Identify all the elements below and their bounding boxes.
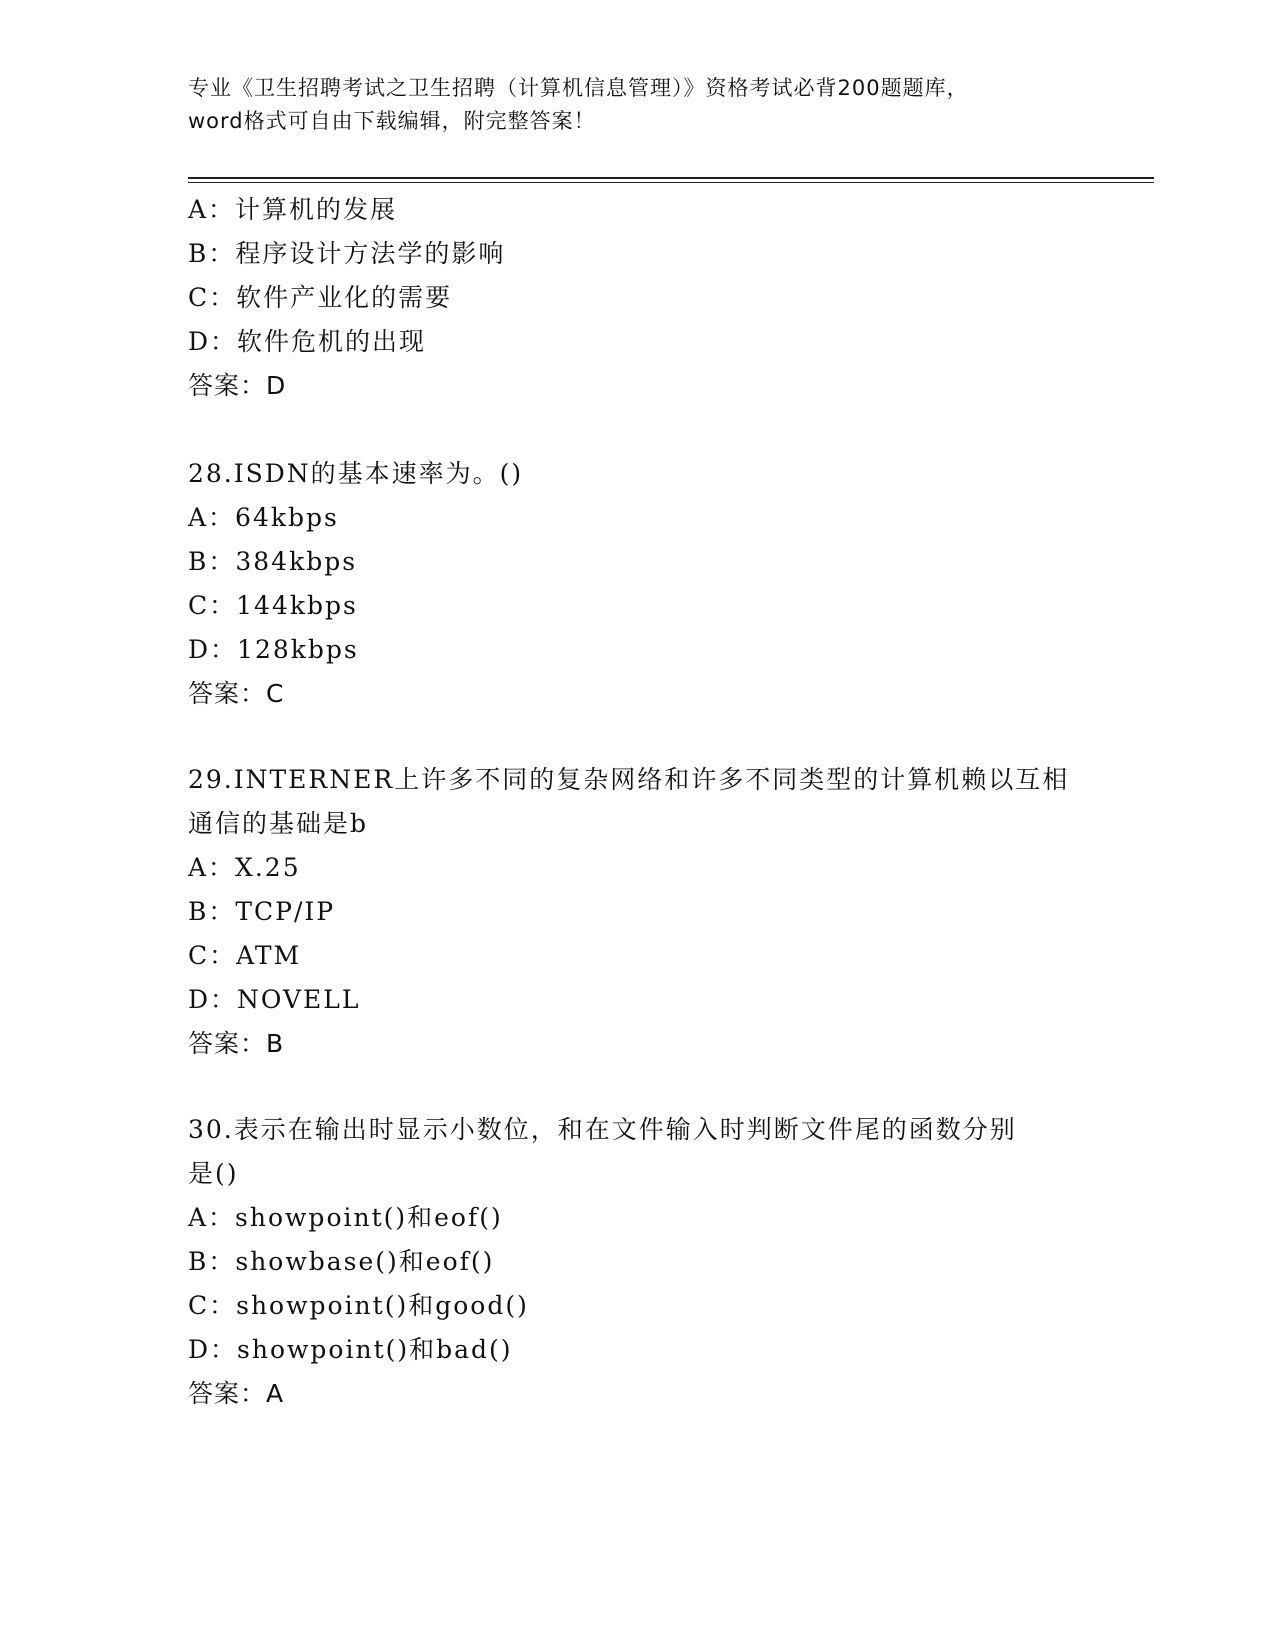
prev-option-a: A：计算机的发展 <box>188 195 398 224</box>
q30-answer: 答案：A <box>188 1379 285 1408</box>
document-header <box>188 72 1088 138</box>
q28-stem: 28.ISDN的基本速率为。() <box>188 459 524 488</box>
q28-answer: 答案：C <box>188 679 285 708</box>
q29-answer: 答案：B <box>188 1029 285 1058</box>
q29-option-b: B：TCP/IP <box>188 897 336 926</box>
q30-stem-line-1: 30.表示在输出时显示小数位，和在文件输入时判断文件尾的函数分别 <box>188 1115 1017 1144</box>
q30-option-b: B：showbase()和eof() <box>188 1247 495 1276</box>
q29-stem-line-2: 通信的基础是b <box>188 809 369 838</box>
q28-option-d: D：128kbps <box>188 635 359 664</box>
prev-option-c: C：软件产业化的需要 <box>188 283 453 312</box>
q28-option-a: A：64kbps <box>188 503 339 532</box>
header-title-line-2: word格式可自由下载编辑，附完整答案！ <box>188 109 596 133</box>
prev-answer: 答案：D <box>188 371 287 400</box>
header-title-line-1: 专业《卫生招聘考试之卫生招聘（计算机信息管理）》资格考试必背200题题库， <box>188 76 969 100</box>
prev-option-d: D：软件危机的出现 <box>188 327 427 356</box>
q30-option-a: A：showpoint()和eof() <box>188 1203 503 1232</box>
q30-option-c: C：showpoint()和good() <box>188 1291 529 1320</box>
header-divider <box>188 177 1154 183</box>
q29-option-a: A：X.25 <box>188 853 301 882</box>
q30-stem-line-2: 是() <box>188 1159 239 1188</box>
q28-option-c: C：144kbps <box>188 591 358 620</box>
q29-option-d: D：NOVELL <box>188 985 361 1014</box>
q29-stem-line-1: 29.INTERNER上许多不同的复杂网络和许多不同类型的计算机赖以互相 <box>188 765 1070 794</box>
q28-option-b: B：384kbps <box>188 547 358 576</box>
prev-option-b: B：程序设计方法学的影响 <box>188 239 506 268</box>
q29-option-c: C：ATM <box>188 941 302 970</box>
q30-option-d: D：showpoint()和bad() <box>188 1335 513 1364</box>
